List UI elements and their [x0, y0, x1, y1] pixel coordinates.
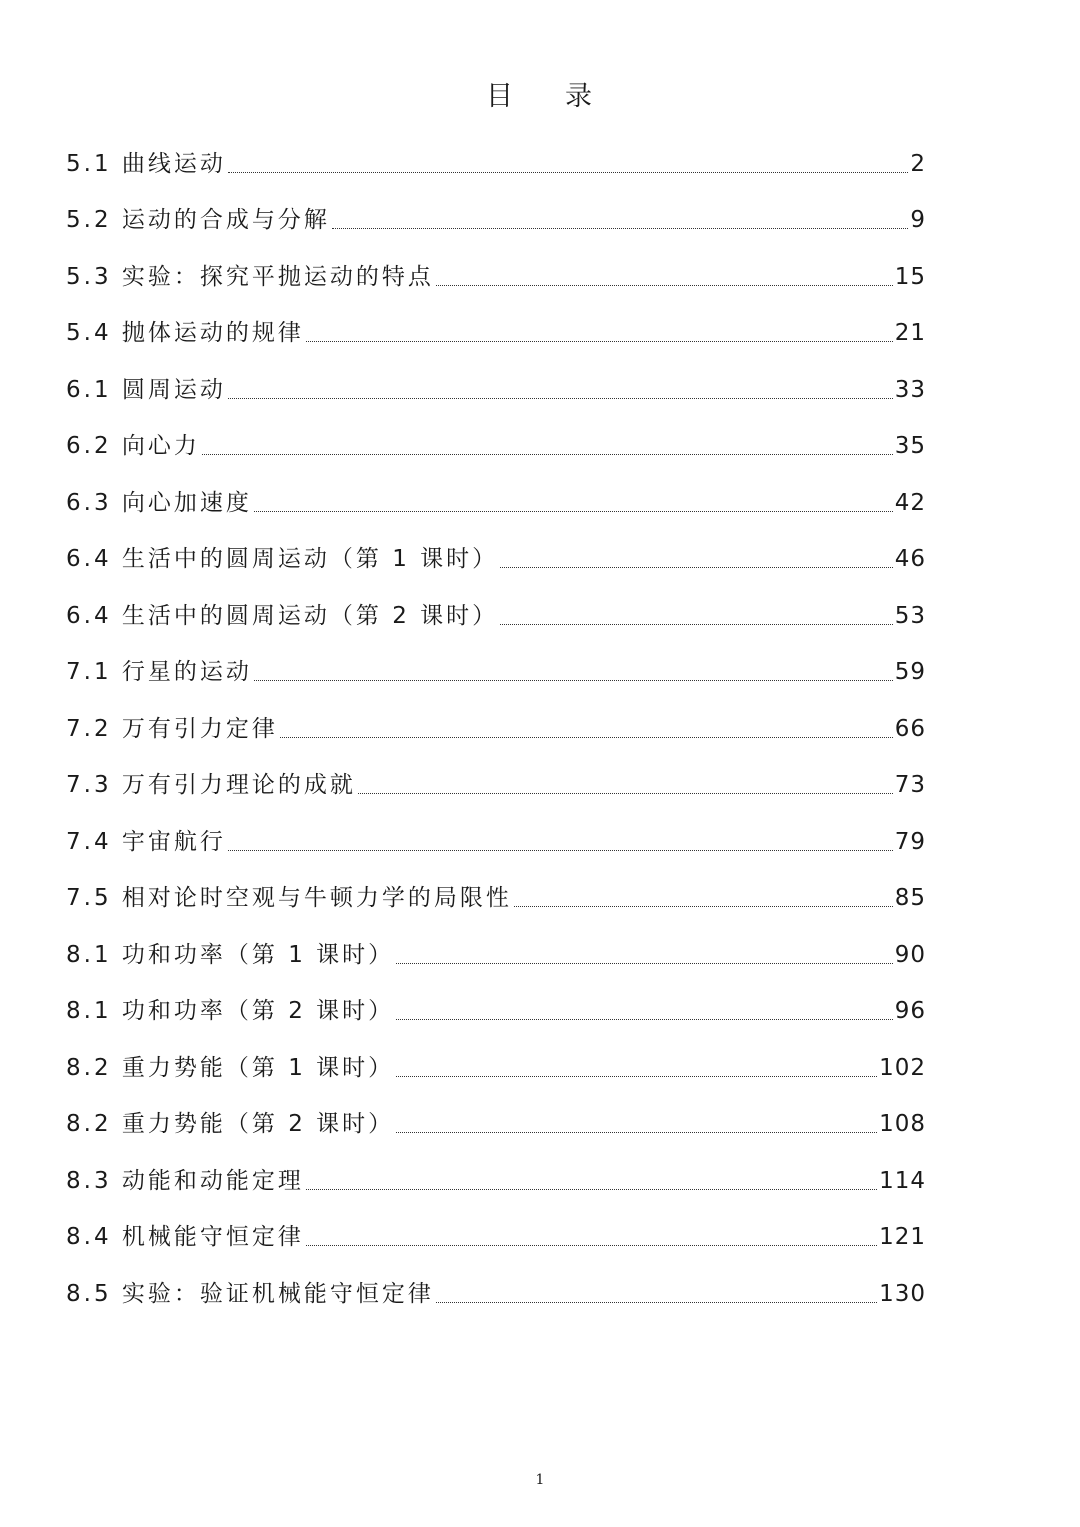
toc-dot-leader	[436, 1301, 877, 1303]
page-number: 1	[535, 1472, 545, 1488]
toc-entry-page: 42	[894, 489, 926, 516]
toc-entry-page: 53	[894, 602, 926, 629]
toc-entry-label: 7.2 万有引力定律	[66, 715, 278, 742]
toc-entry[interactable]	[66, 461, 926, 518]
toc-entry[interactable]	[66, 179, 926, 236]
toc-dot-leader	[280, 736, 893, 738]
toc-dot-leader	[254, 679, 893, 681]
toc-entry[interactable]	[66, 1083, 926, 1140]
toc-entry-page: 90	[894, 941, 926, 968]
toc-dot-leader	[514, 905, 893, 907]
toc-entry-page: 130	[879, 1280, 926, 1307]
toc-dot-leader	[396, 962, 893, 964]
toc-entry-page: 35	[894, 433, 926, 459]
toc-entry[interactable]	[66, 405, 926, 462]
table-of-contents	[66, 122, 926, 1309]
toc-dot-leader	[306, 1244, 877, 1246]
toc-entry-label: 8.2 重力势能（第 2 课时）	[66, 1111, 395, 1137]
toc-dot-leader	[500, 566, 893, 568]
toc-entry-label: 8.3 动能和动能定理	[66, 1167, 304, 1194]
toc-entry-label: 6.4 生活中的圆周运动（第 2 课时）	[66, 602, 499, 629]
toc-entry-page: 108	[879, 1111, 926, 1137]
toc-dot-leader	[228, 849, 893, 851]
toc-entry-label: 7.4 宇宙航行	[66, 828, 226, 855]
toc-entry-label: 6.1 圆周运动	[66, 376, 226, 403]
toc-entry-label: 8.5 实验：验证机械能守恒定律	[66, 1280, 434, 1307]
toc-dot-leader	[306, 1188, 877, 1190]
toc-dot-leader	[396, 1131, 877, 1133]
toc-entry-label: 5.4 抛体运动的规律	[66, 320, 304, 346]
page-title	[0, 74, 1080, 113]
toc-entry-label: 6.4 生活中的圆周运动（第 1 课时）	[66, 546, 499, 572]
toc-entry-page: 96	[894, 998, 926, 1024]
toc-entry-page: 33	[894, 376, 926, 403]
toc-entry[interactable]	[66, 687, 926, 744]
toc-dot-leader	[358, 792, 893, 794]
toc-entry[interactable]	[66, 122, 926, 179]
toc-entry-page: 66	[894, 715, 926, 742]
toc-dot-leader	[228, 171, 908, 173]
toc-entry-label: 5.1 曲线运动	[66, 150, 226, 177]
toc-entry-label: 8.4 机械能守恒定律	[66, 1224, 304, 1250]
toc-dot-leader	[436, 284, 893, 286]
toc-entry-page: 121	[879, 1224, 926, 1250]
toc-entry-label: 6.3 向心加速度	[66, 489, 252, 516]
toc-entry-page: 21	[894, 320, 926, 346]
toc-entry-page: 85	[894, 885, 926, 911]
toc-entry-page: 59	[894, 659, 926, 685]
toc-dot-leader	[228, 397, 893, 399]
toc-entry-page: 102	[879, 1054, 926, 1081]
toc-entry-page: 114	[879, 1167, 926, 1194]
toc-entry[interactable]	[66, 1196, 926, 1253]
toc-entry-label: 8.1 功和功率（第 2 课时）	[66, 998, 395, 1024]
toc-dot-leader	[396, 1075, 877, 1077]
toc-entry[interactable]	[66, 744, 926, 801]
toc-entry-label: 5.2 运动的合成与分解	[66, 207, 330, 233]
toc-dot-leader	[500, 623, 893, 625]
toc-entry[interactable]	[66, 800, 926, 857]
toc-entry[interactable]	[66, 235, 926, 292]
toc-dot-leader	[332, 227, 908, 229]
toc-entry[interactable]	[66, 1139, 926, 1196]
toc-entry-page: 46	[894, 546, 926, 572]
toc-dot-leader	[202, 453, 893, 455]
toc-entry[interactable]	[66, 1026, 926, 1083]
toc-entry-label: 7.1 行星的运动	[66, 659, 252, 685]
toc-entry[interactable]	[66, 348, 926, 405]
toc-entry-page: 79	[894, 828, 926, 855]
toc-entry-label: 7.3 万有引力理论的成就	[66, 772, 356, 798]
toc-dot-leader	[306, 340, 893, 342]
toc-entry[interactable]	[66, 1252, 926, 1309]
toc-entry-label: 7.5 相对论时空观与牛顿力学的局限性	[66, 885, 512, 911]
toc-dot-leader	[396, 1018, 893, 1020]
toc-dot-leader	[254, 510, 893, 512]
toc-entry[interactable]	[66, 518, 926, 575]
toc-entry-label: 8.1 功和功率（第 1 课时）	[66, 941, 395, 968]
toc-entry-page: 15	[894, 263, 926, 290]
toc-entry[interactable]	[66, 913, 926, 970]
toc-entry-page: 2	[910, 150, 926, 177]
page-title-char-2: 录	[565, 81, 594, 112]
toc-entry[interactable]	[66, 631, 926, 688]
toc-entry[interactable]	[66, 292, 926, 349]
toc-entry[interactable]	[66, 857, 926, 914]
toc-entry[interactable]	[66, 970, 926, 1027]
page-title-char-1: 目	[486, 81, 515, 112]
toc-entry-page: 9	[910, 207, 926, 233]
toc-entry-label: 8.2 重力势能（第 1 课时）	[66, 1054, 395, 1081]
toc-entry-label: 5.3 实验：探究平抛运动的特点	[66, 263, 434, 290]
toc-entry[interactable]	[66, 574, 926, 631]
toc-entry-label: 6.2 向心力	[66, 433, 200, 459]
toc-entry-page: 73	[894, 772, 926, 798]
